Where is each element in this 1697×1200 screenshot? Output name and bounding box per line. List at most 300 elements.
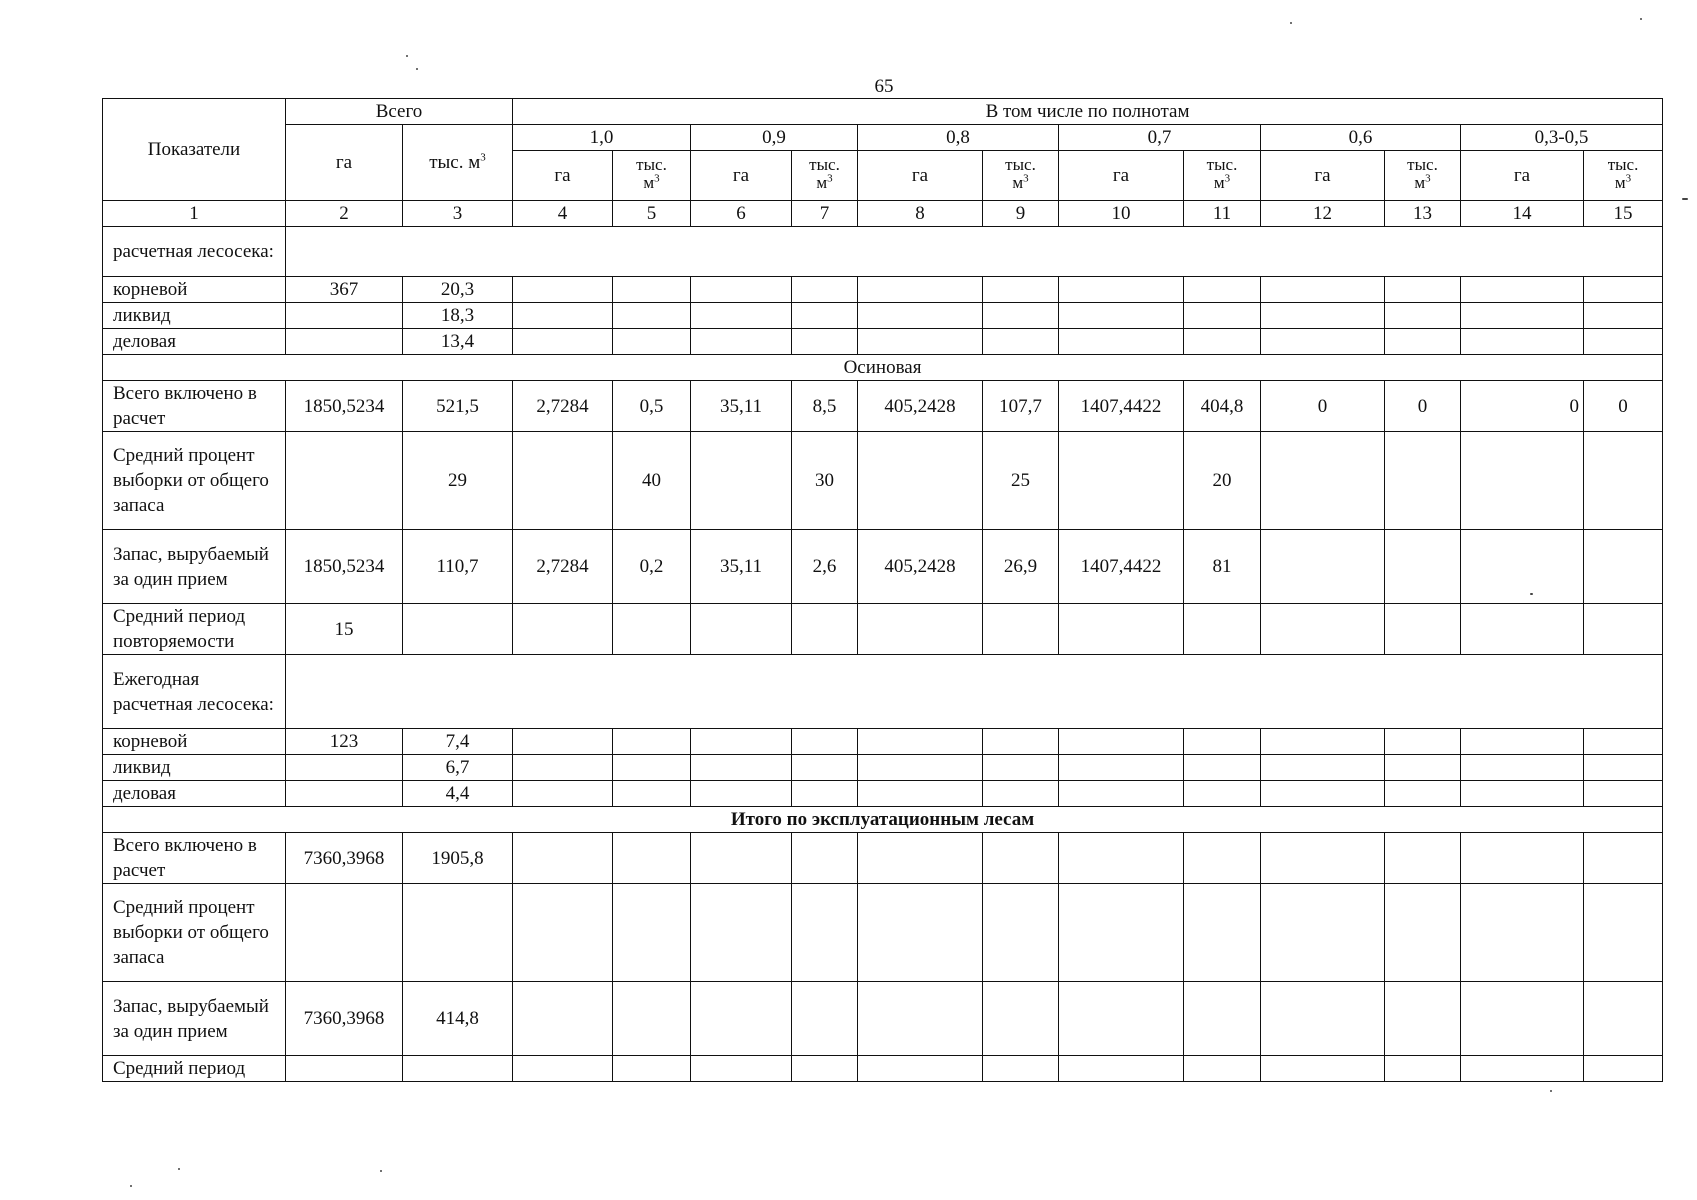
empty-cell <box>513 755 613 781</box>
unit-thous: тыс. <box>809 155 840 174</box>
header-ha: га <box>691 151 792 201</box>
header-total-ha: га <box>286 125 403 201</box>
empty-cell <box>983 329 1059 355</box>
empty-cell <box>613 303 691 329</box>
empty-cell <box>1584 432 1663 530</box>
column-number-row <box>103 201 1663 227</box>
column-number: 7 <box>792 201 858 227</box>
empty-cell <box>691 277 792 303</box>
table-row <box>103 884 1663 982</box>
unit-m: м <box>816 173 828 192</box>
table-row <box>103 227 1663 277</box>
value-cell: 35,11 <box>691 530 792 604</box>
header-density: 0,6 <box>1261 125 1461 151</box>
unit-thous: тыс. <box>636 155 667 174</box>
empty-cell <box>613 604 691 655</box>
scan-speck <box>178 1168 180 1170</box>
empty-cell <box>513 833 613 884</box>
row-label: расчетная лесосека: <box>103 227 286 277</box>
header-total-m3 <box>403 125 513 201</box>
value-cell: 7360,3968 <box>286 982 403 1056</box>
page-number: 65 <box>874 76 894 97</box>
empty-cell <box>613 729 691 755</box>
value-cell: 8,5 <box>792 381 858 432</box>
empty-cell <box>513 604 613 655</box>
unit-cube: 3 <box>480 151 486 164</box>
section-aspen: Осиновая <box>103 355 1663 381</box>
empty-cell <box>858 303 983 329</box>
empty-cell <box>1184 277 1261 303</box>
scan-speck <box>416 68 418 70</box>
value-cell: 13,4 <box>403 329 513 355</box>
header-ha: га <box>1261 151 1385 201</box>
unit-header-cell <box>983 151 1059 201</box>
empty-cell <box>1261 1056 1385 1082</box>
empty-cell <box>858 982 983 1056</box>
empty-cell <box>1584 277 1663 303</box>
unit-label <box>1207 156 1238 192</box>
row-label: Всего включено в расчет <box>103 833 286 884</box>
column-number: 13 <box>1385 201 1461 227</box>
value-cell: 110,7 <box>403 530 513 604</box>
empty-cell <box>1261 277 1385 303</box>
empty-cell <box>403 604 513 655</box>
empty-cell <box>613 833 691 884</box>
empty-cell <box>1184 884 1261 982</box>
column-number: 8 <box>858 201 983 227</box>
value-cell: 2,7284 <box>513 530 613 604</box>
value-cell: 35,11 <box>691 381 792 432</box>
empty-cell <box>1059 833 1184 884</box>
empty-cell <box>513 303 613 329</box>
scan-speck <box>1290 22 1292 24</box>
table-row <box>103 329 1663 355</box>
empty-cell <box>1059 729 1184 755</box>
unit-label <box>809 156 840 192</box>
value-cell: 0 <box>1385 381 1461 432</box>
row-label: корневой <box>103 277 286 303</box>
section-row <box>103 807 1663 833</box>
empty-cell <box>513 1056 613 1082</box>
empty-cell <box>1385 884 1461 982</box>
empty-cell <box>1261 884 1385 982</box>
empty-cell <box>792 884 858 982</box>
empty-cell <box>1385 982 1461 1056</box>
empty-cell <box>613 1056 691 1082</box>
empty-cell <box>1184 755 1261 781</box>
column-number: 10 <box>1059 201 1184 227</box>
column-number: 12 <box>1261 201 1385 227</box>
empty-cell <box>1184 781 1261 807</box>
value-cell: 2,7284 <box>513 381 613 432</box>
unit-label <box>1608 156 1639 192</box>
table-row <box>103 729 1663 755</box>
value-cell: 404,8 <box>1184 381 1261 432</box>
header-total: Всего <box>286 99 513 125</box>
empty-cell <box>792 982 858 1056</box>
column-number: 6 <box>691 201 792 227</box>
empty-cell <box>792 1056 858 1082</box>
empty-cell <box>1261 530 1385 604</box>
empty-cell <box>1059 303 1184 329</box>
header-row <box>103 125 1663 151</box>
empty-cell <box>1385 432 1461 530</box>
empty-span-cell <box>286 227 1663 277</box>
column-number: 5 <box>613 201 691 227</box>
scan-speck <box>406 55 408 57</box>
value-cell: 0,2 <box>613 530 691 604</box>
empty-cell <box>691 329 792 355</box>
row-label: Запас, вырубаемый за один прием <box>103 530 286 604</box>
value-cell: 521,5 <box>403 381 513 432</box>
value-cell: 30 <box>792 432 858 530</box>
column-number: 3 <box>403 201 513 227</box>
row-label: Средний процент выборки от общего запаса <box>103 432 286 530</box>
header-ha: га <box>513 151 613 201</box>
value-cell: 2,6 <box>792 530 858 604</box>
empty-cell <box>1461 303 1584 329</box>
value-cell: 414,8 <box>403 982 513 1056</box>
unit-m: м <box>1213 173 1225 192</box>
empty-cell <box>1584 755 1663 781</box>
scan-speck <box>1530 593 1533 595</box>
empty-cell <box>1461 1056 1584 1082</box>
unit-cube: 3 <box>1625 172 1632 185</box>
scan-speck <box>1550 1090 1552 1092</box>
unit-cube: 3 <box>1425 172 1431 185</box>
empty-cell <box>1059 884 1184 982</box>
empty-cell <box>1385 277 1461 303</box>
empty-cell <box>1184 1056 1261 1082</box>
empty-cell <box>286 432 403 530</box>
empty-cell <box>286 1056 403 1082</box>
empty-cell <box>858 833 983 884</box>
empty-cell <box>983 277 1059 303</box>
table-row <box>103 1056 1663 1082</box>
unit-cube: 3 <box>1224 172 1231 185</box>
empty-cell <box>1461 604 1584 655</box>
empty-cell <box>792 729 858 755</box>
empty-cell <box>983 1056 1059 1082</box>
table-row <box>103 982 1663 1056</box>
table-row <box>103 381 1663 432</box>
header-ha: га <box>1059 151 1184 201</box>
value-cell: 123 <box>286 729 403 755</box>
empty-cell <box>513 329 613 355</box>
empty-cell <box>1261 303 1385 329</box>
empty-cell <box>286 329 403 355</box>
empty-cell <box>858 604 983 655</box>
empty-cell <box>1059 329 1184 355</box>
empty-cell <box>613 982 691 1056</box>
row-label: Средний период <box>103 1056 286 1082</box>
unit-label <box>1005 156 1036 192</box>
empty-cell <box>1461 530 1584 604</box>
empty-cell <box>983 982 1059 1056</box>
empty-cell <box>691 729 792 755</box>
empty-cell <box>513 432 613 530</box>
empty-cell <box>1584 729 1663 755</box>
empty-cell <box>691 604 792 655</box>
empty-cell <box>1584 530 1663 604</box>
empty-cell <box>792 833 858 884</box>
table-row <box>103 655 1663 729</box>
value-cell: 29 <box>403 432 513 530</box>
column-number: 2 <box>286 201 403 227</box>
empty-cell <box>286 781 403 807</box>
empty-cell <box>513 781 613 807</box>
row-label: деловая <box>103 329 286 355</box>
empty-cell <box>1584 329 1663 355</box>
scan-speck <box>380 1170 382 1172</box>
unit-thous: тыс. <box>1005 155 1036 174</box>
empty-cell <box>1184 729 1261 755</box>
empty-cell <box>1261 833 1385 884</box>
unit-cube: 3 <box>1023 172 1029 185</box>
unit-header-cell <box>613 151 691 201</box>
table-row <box>103 755 1663 781</box>
column-number: 14 <box>1461 201 1584 227</box>
header-density: 0,3-0,5 <box>1461 125 1663 151</box>
empty-cell <box>1385 781 1461 807</box>
header-density: 1,0 <box>513 125 691 151</box>
empty-cell <box>792 303 858 329</box>
empty-cell <box>1461 982 1584 1056</box>
empty-cell <box>1461 755 1584 781</box>
empty-cell <box>691 781 792 807</box>
empty-cell <box>513 277 613 303</box>
empty-cell <box>1059 432 1184 530</box>
value-cell: 25 <box>983 432 1059 530</box>
empty-cell <box>1059 277 1184 303</box>
empty-span-cell <box>286 655 1663 729</box>
empty-cell <box>1184 329 1261 355</box>
empty-cell <box>691 982 792 1056</box>
empty-cell <box>1584 982 1663 1056</box>
empty-cell <box>983 729 1059 755</box>
empty-cell <box>513 729 613 755</box>
empty-cell <box>792 781 858 807</box>
value-cell: 367 <box>286 277 403 303</box>
empty-cell <box>613 884 691 982</box>
unit-cube: 3 <box>827 172 833 185</box>
empty-cell <box>792 755 858 781</box>
unit-label <box>1407 156 1438 192</box>
empty-cell <box>858 1056 983 1082</box>
empty-cell <box>983 755 1059 781</box>
empty-cell <box>1385 833 1461 884</box>
value-cell: 4,4 <box>403 781 513 807</box>
empty-cell <box>858 277 983 303</box>
empty-cell <box>858 432 983 530</box>
row-label: Средний процент выборки от общего запаса <box>103 884 286 982</box>
empty-cell <box>691 432 792 530</box>
unit-m: м <box>1614 173 1626 192</box>
value-cell: 40 <box>613 432 691 530</box>
empty-cell <box>1584 833 1663 884</box>
value-cell: 107,7 <box>983 381 1059 432</box>
header-density: 0,7 <box>1059 125 1261 151</box>
header-indicators: Показатели <box>103 99 286 201</box>
value-cell: 7360,3968 <box>286 833 403 884</box>
unit-m: м <box>1414 173 1426 192</box>
empty-cell <box>691 833 792 884</box>
empty-cell <box>1184 604 1261 655</box>
empty-cell <box>858 781 983 807</box>
empty-cell <box>1461 833 1584 884</box>
empty-cell <box>613 755 691 781</box>
empty-cell <box>1584 303 1663 329</box>
empty-cell <box>858 755 983 781</box>
empty-cell <box>1385 604 1461 655</box>
column-number: 9 <box>983 201 1059 227</box>
scan-speck <box>130 1185 132 1187</box>
scan-speck <box>1640 18 1642 20</box>
empty-cell <box>1059 982 1184 1056</box>
empty-cell <box>691 884 792 982</box>
table-row <box>103 604 1663 655</box>
row-label: Средний период повторяемости <box>103 604 286 655</box>
column-number: 11 <box>1184 201 1261 227</box>
header-ha: га <box>1461 151 1584 201</box>
empty-cell <box>1059 604 1184 655</box>
value-cell: 15 <box>286 604 403 655</box>
value-cell: 0 <box>1584 381 1663 432</box>
value-cell: 6,7 <box>403 755 513 781</box>
value-cell: 1407,4422 <box>1059 381 1184 432</box>
row-label: Запас, вырубаемый за один прием <box>103 982 286 1056</box>
value-cell: 0 <box>1461 381 1584 432</box>
unit-header-cell <box>792 151 858 201</box>
empty-cell <box>1261 604 1385 655</box>
column-number: 1 <box>103 201 286 227</box>
empty-cell <box>1461 277 1584 303</box>
empty-cell <box>1261 729 1385 755</box>
table-row <box>103 432 1663 530</box>
empty-cell <box>858 884 983 982</box>
empty-cell <box>403 884 513 982</box>
empty-cell <box>1059 1056 1184 1082</box>
empty-cell <box>286 884 403 982</box>
empty-cell <box>983 884 1059 982</box>
empty-cell <box>1261 329 1385 355</box>
empty-cell <box>1385 755 1461 781</box>
value-cell: 405,2428 <box>858 530 983 604</box>
empty-cell <box>691 755 792 781</box>
empty-cell <box>286 755 403 781</box>
header-density: 0,9 <box>691 125 858 151</box>
forest-data-table <box>102 98 1663 1082</box>
unit-header-cell <box>1584 151 1663 201</box>
empty-cell <box>613 329 691 355</box>
empty-cell <box>691 1056 792 1082</box>
empty-cell <box>1261 432 1385 530</box>
unit-label <box>636 156 667 192</box>
unit-thous: тыс. <box>1206 155 1238 174</box>
unit-cube: 3 <box>654 172 660 185</box>
value-cell: 1850,5234 <box>286 381 403 432</box>
empty-cell <box>1461 729 1584 755</box>
empty-cell <box>792 329 858 355</box>
empty-cell <box>1385 1056 1461 1082</box>
table-row <box>103 303 1663 329</box>
value-cell: 1905,8 <box>403 833 513 884</box>
empty-cell <box>513 884 613 982</box>
row-label: ликвид <box>103 755 286 781</box>
empty-cell <box>1461 432 1584 530</box>
section-total-exploitation: Итого по эксплуатационным лесам <box>103 807 1663 833</box>
empty-cell <box>1385 729 1461 755</box>
value-cell: 20 <box>1184 432 1261 530</box>
empty-cell <box>983 604 1059 655</box>
empty-cell <box>1385 530 1461 604</box>
row-label: корневой <box>103 729 286 755</box>
row-label: ликвид <box>103 303 286 329</box>
column-number: 4 <box>513 201 613 227</box>
empty-cell <box>1584 1056 1663 1082</box>
empty-cell <box>1059 781 1184 807</box>
empty-cell <box>858 729 983 755</box>
value-cell: 405,2428 <box>858 381 983 432</box>
empty-cell <box>1184 303 1261 329</box>
empty-cell <box>983 781 1059 807</box>
empty-cell <box>792 277 858 303</box>
value-cell: 0,5 <box>613 381 691 432</box>
empty-cell <box>513 982 613 1056</box>
empty-cell <box>691 303 792 329</box>
empty-cell <box>858 329 983 355</box>
value-cell: 81 <box>1184 530 1261 604</box>
value-cell: 1407,4422 <box>1059 530 1184 604</box>
empty-cell <box>1584 604 1663 655</box>
empty-cell <box>613 277 691 303</box>
empty-cell <box>1184 833 1261 884</box>
value-cell: 20,3 <box>403 277 513 303</box>
row-label: Ежегодная расчетная лесосека: <box>103 655 286 729</box>
empty-cell <box>1261 982 1385 1056</box>
empty-cell <box>1461 329 1584 355</box>
unit-thous: тыс. <box>1607 155 1639 174</box>
row-label: Всего включено в расчет <box>103 381 286 432</box>
column-number: 15 <box>1584 201 1663 227</box>
empty-cell <box>1184 982 1261 1056</box>
table-row <box>103 833 1663 884</box>
value-cell: 7,4 <box>403 729 513 755</box>
header-ha: га <box>858 151 983 201</box>
scan-speck <box>1682 198 1688 200</box>
value-cell: 0 <box>1261 381 1385 432</box>
value-cell: 26,9 <box>983 530 1059 604</box>
empty-cell <box>1385 303 1461 329</box>
row-label: деловая <box>103 781 286 807</box>
value-cell: 1850,5234 <box>286 530 403 604</box>
empty-cell <box>403 1056 513 1082</box>
section-row <box>103 355 1663 381</box>
empty-cell <box>613 781 691 807</box>
empty-cell <box>983 833 1059 884</box>
empty-cell <box>1261 781 1385 807</box>
empty-cell <box>1584 884 1663 982</box>
empty-cell <box>1059 755 1184 781</box>
table-row <box>103 277 1663 303</box>
empty-cell <box>1584 781 1663 807</box>
header-row <box>103 99 1663 125</box>
header-density: 0,8 <box>858 125 1059 151</box>
empty-cell <box>286 303 403 329</box>
unit-header-cell <box>1385 151 1461 201</box>
empty-cell <box>792 604 858 655</box>
table-row <box>103 781 1663 807</box>
